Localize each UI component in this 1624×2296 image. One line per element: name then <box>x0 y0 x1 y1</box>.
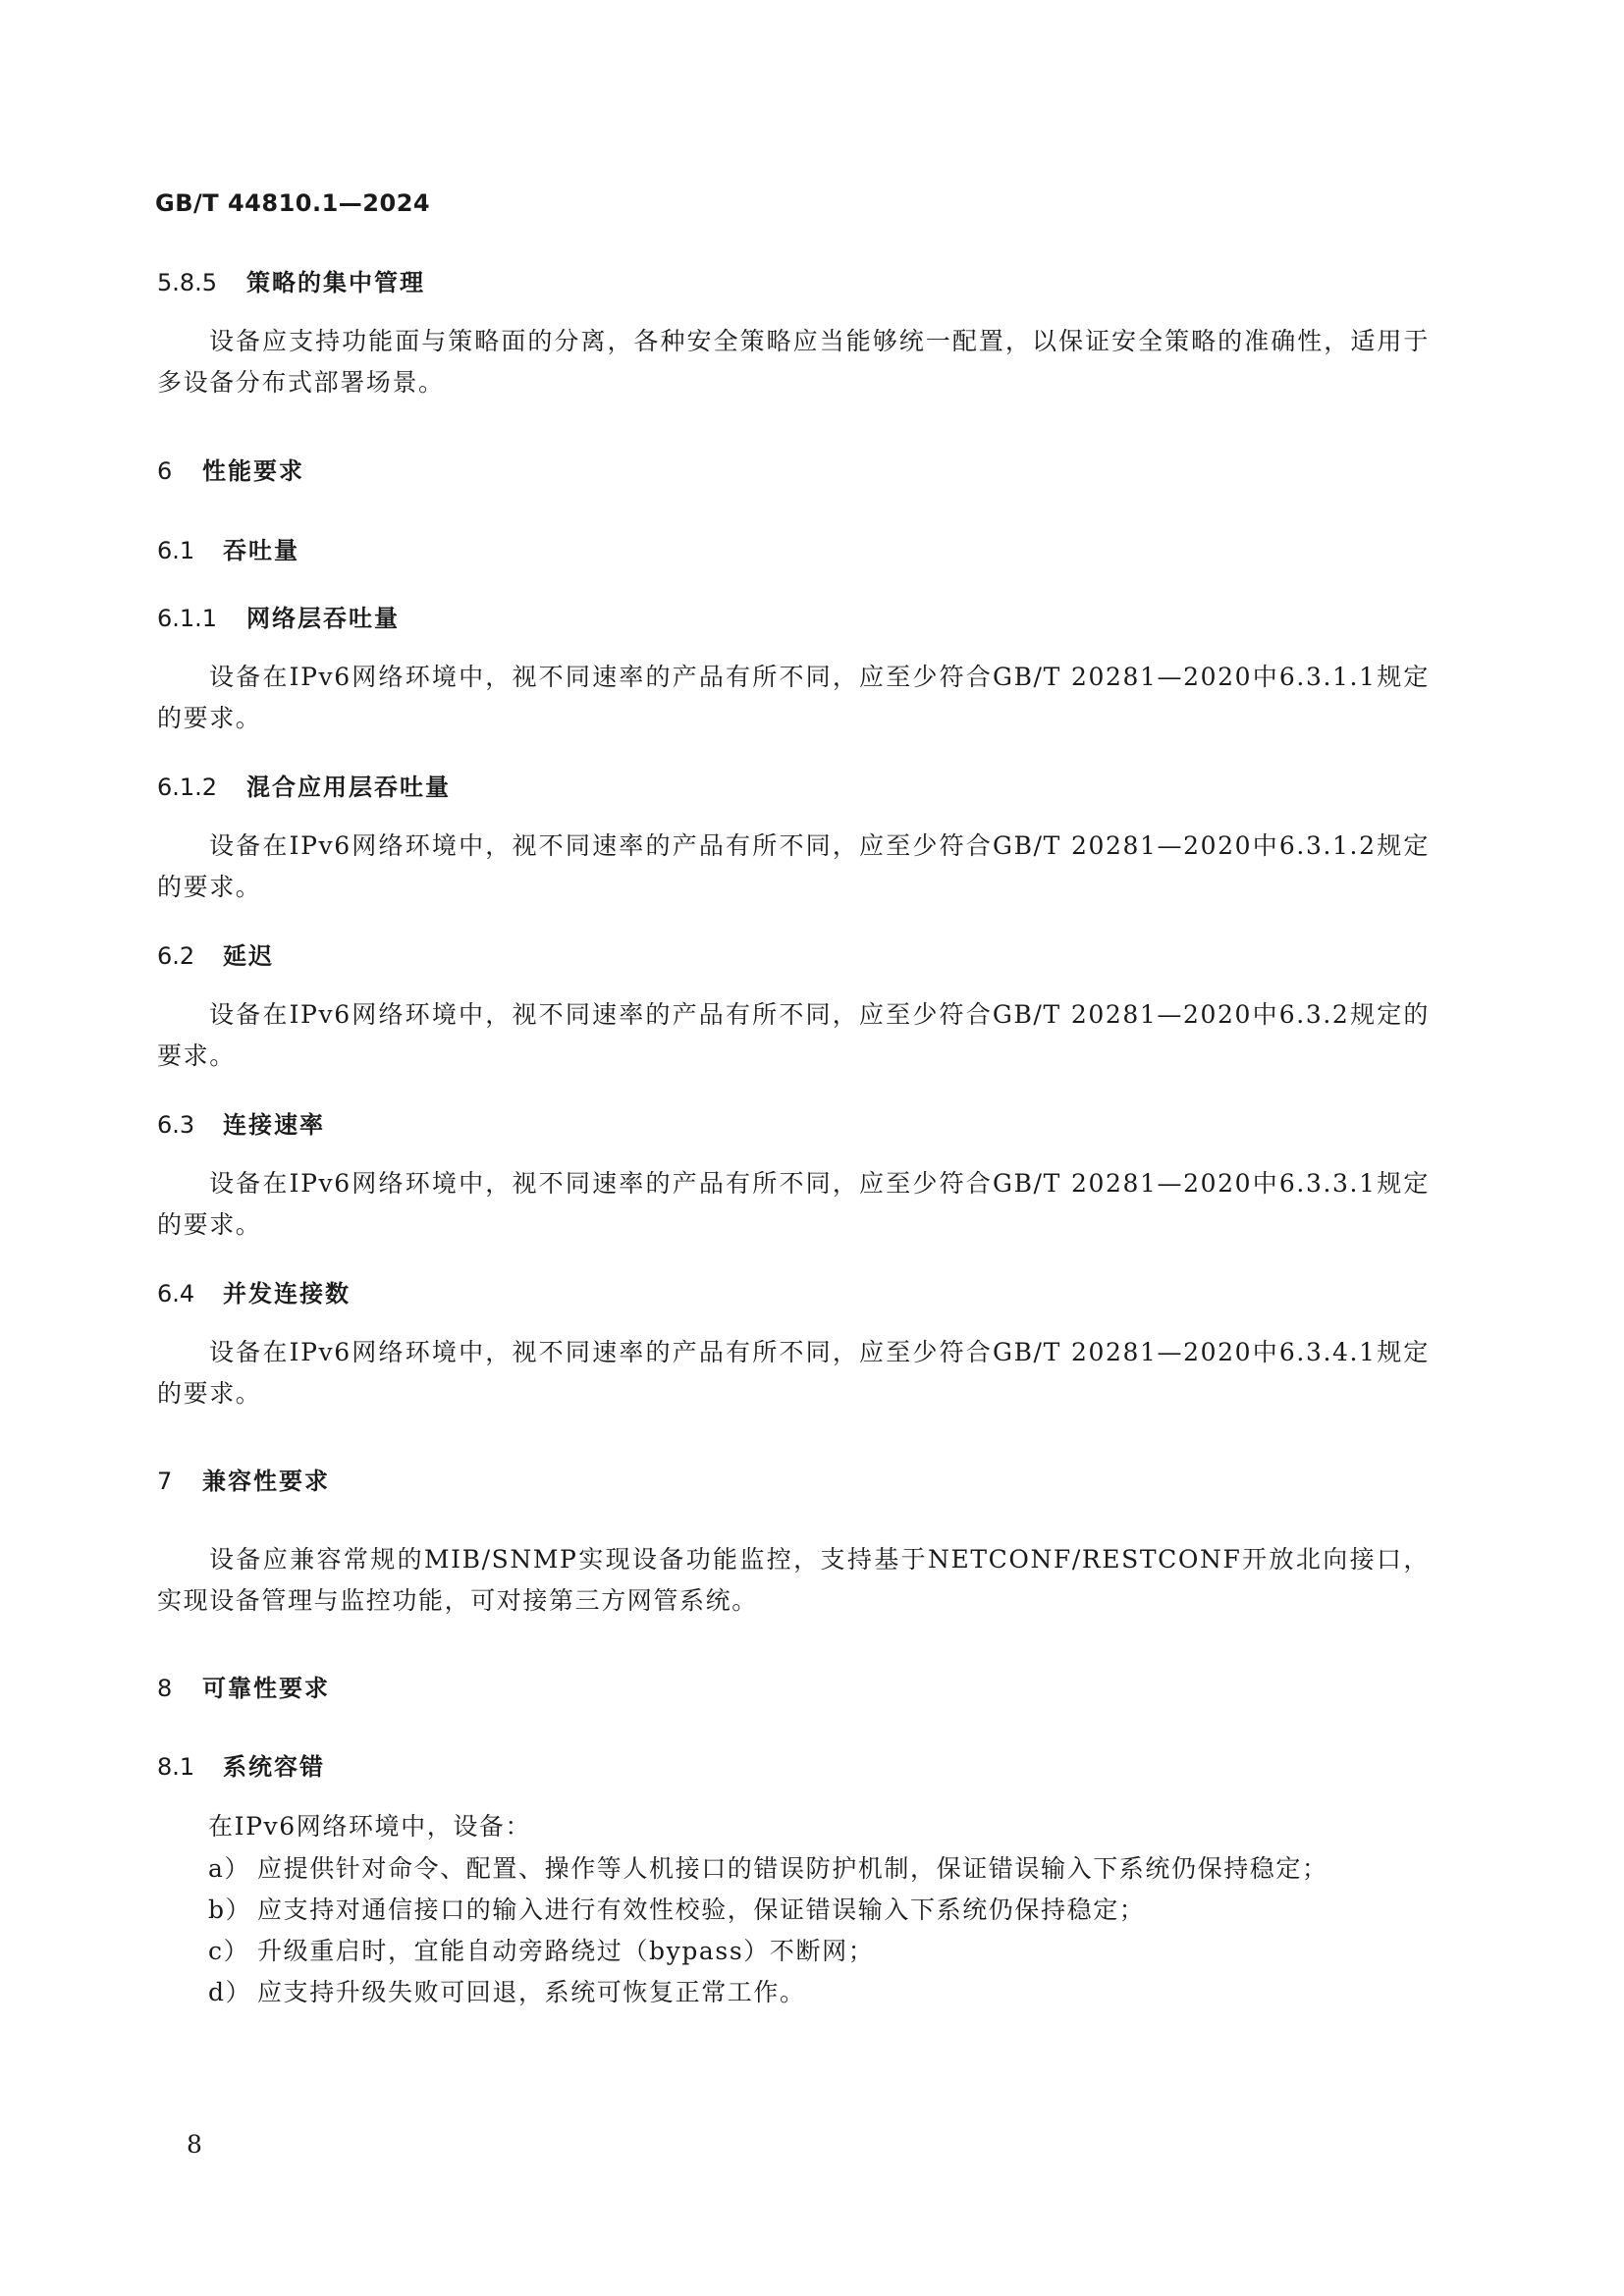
heading-title: 系统容错 <box>223 1753 325 1781</box>
paragraph-6-2: 设备在IPv6网络环境中，视不同速率的产品有所不同，应至少符合GB/T 20281—2020中6.3.2规定的要求。 <box>157 1000 1430 1070</box>
heading-title: 性能要求 <box>202 457 304 485</box>
heading-number: 6.4 <box>157 1280 195 1308</box>
heading-title: 吞吐量 <box>223 537 299 564</box>
list-marker: b） <box>208 1896 252 1924</box>
heading-title: 延迟 <box>223 942 274 970</box>
standard-number: GB/T 44810.1—2024 <box>155 189 431 217</box>
list-item <box>208 1849 1328 1885</box>
heading-title: 兼容性要求 <box>202 1468 330 1495</box>
paragraph-7: 设备应兼容常规的MIB/SNMP实现设备功能监控，支持基于NETCONF/RESTCONF开放北向接口，实现设备管理与监控功能，可对接第三方网管系统。 <box>157 1545 1430 1615</box>
heading-6-1-2 <box>157 768 451 802</box>
list-marker: d） <box>208 1978 252 2006</box>
page-number: 8 <box>187 2130 202 2159</box>
heading-number: 6.2 <box>157 942 195 970</box>
heading-number: 6.3 <box>157 1111 195 1139</box>
list-marker: a） <box>208 1854 251 1883</box>
list-item-text: 应支持升级失败可回退，系统可恢复正常工作。 <box>257 1978 806 2006</box>
heading-number: 8.1 <box>157 1753 195 1781</box>
heading-number: 6 <box>157 457 173 485</box>
heading-8 <box>157 1669 330 1703</box>
paragraph-5-8-5: 设备应支持功能面与策略面的分离，各种安全策略应当能够统一配置，以保证安全策略的准确性，适用于多设备分布式部署场景。 <box>157 327 1430 397</box>
list-item-text: 应支持对通信接口的输入进行有效性校验，保证错误输入下系统仍保持稳定； <box>257 1896 1146 1924</box>
list-item-text: 升级重启时，宜能自动旁路绕过（bypass）不断网； <box>257 1937 875 1965</box>
heading-title: 连接速率 <box>223 1111 325 1139</box>
heading-8-1 <box>157 1747 325 1782</box>
heading-number: 5.8.5 <box>157 269 218 296</box>
heading-number: 6.1.1 <box>157 605 218 632</box>
heading-6-1-1 <box>157 599 400 633</box>
paragraph-6-1-1: 设备在IPv6网络环境中，视不同速率的产品有所不同，应至少符合GB/T 20281—2020中6.3.1.1规定的要求。 <box>157 663 1430 732</box>
heading-6 <box>157 452 304 486</box>
heading-title: 混合应用层吞吐量 <box>246 774 451 801</box>
heading-6-4 <box>157 1274 351 1308</box>
heading-number: 6.1 <box>157 537 195 564</box>
heading-title: 网络层吞吐量 <box>246 605 400 632</box>
heading-5-8-5 <box>157 263 425 297</box>
heading-6-2 <box>157 936 274 971</box>
heading-title: 并发连接数 <box>223 1280 351 1308</box>
list-item-text: 应提供针对命令、配置、操作等人机接口的错误防护机制，保证错误输入下系统仍保持稳定； <box>257 1854 1328 1883</box>
heading-title: 策略的集中管理 <box>246 269 425 296</box>
heading-title: 可靠性要求 <box>202 1675 330 1702</box>
list-intro: 在IPv6网络环境中，设备： <box>208 1812 532 1841</box>
list-item <box>208 1891 1145 1926</box>
heading-number: 7 <box>157 1468 173 1495</box>
list-item <box>208 1973 806 2008</box>
heading-number: 6.1.2 <box>157 774 218 801</box>
heading-6-3 <box>157 1105 325 1140</box>
paragraph-6-4: 设备在IPv6网络环境中，视不同速率的产品有所不同，应至少符合GB/T 20281—2020中6.3.4.1规定的要求。 <box>157 1338 1430 1408</box>
paragraph-6-1-2: 设备在IPv6网络环境中，视不同速率的产品有所不同，应至少符合GB/T 20281—2020中6.3.1.2规定的要求。 <box>157 831 1430 901</box>
heading-6-1 <box>157 531 299 565</box>
paragraph-6-3: 设备在IPv6网络环境中，视不同速率的产品有所不同，应至少符合GB/T 20281—2020中6.3.3.1规定的要求。 <box>157 1169 1430 1239</box>
heading-7 <box>157 1462 330 1496</box>
list-item <box>208 1932 874 1967</box>
heading-number: 8 <box>157 1675 173 1702</box>
list-marker: c） <box>208 1937 250 1965</box>
